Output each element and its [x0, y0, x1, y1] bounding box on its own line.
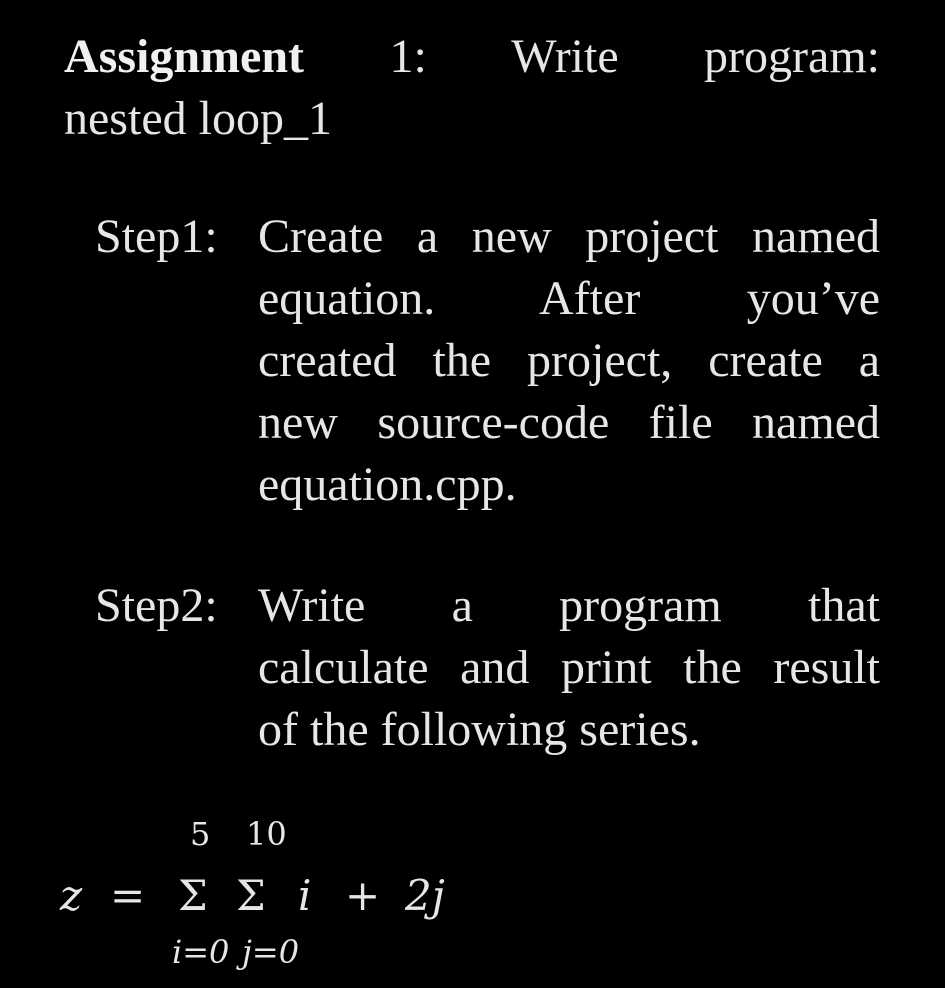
step-1-label: Step1: [95, 210, 218, 263]
step-2-label: Step2: [95, 579, 218, 632]
term-i: i [298, 871, 312, 920]
outer-upper-limit: 5 [190, 815, 211, 853]
inner-upper-limit: 10 [246, 815, 287, 853]
inner-lower-limit: j=0 [242, 933, 300, 971]
title-line-2: nested loop_1 [64, 92, 332, 145]
step-1-line: equation.cpp. [258, 458, 517, 511]
step-2-line: calculate and print the result [258, 641, 880, 694]
step-1-text [258, 206, 880, 516]
assignment-title [64, 26, 880, 150]
step-1-line: new source-code file named [258, 396, 880, 449]
title-line-1 [64, 30, 880, 83]
step-2 [95, 575, 885, 775]
title-rest: 1: Write program: [389, 30, 880, 83]
series-formula [60, 815, 510, 985]
step-1-line: created the project, create a [258, 334, 880, 387]
formula-equals: = [110, 871, 146, 920]
term-2j: 2j [405, 871, 445, 920]
step-1-line: Create a new project named [258, 210, 880, 263]
step-2-text [258, 575, 880, 761]
title-bold-word: Assignment [64, 30, 305, 83]
formula-plus: + [345, 871, 381, 920]
step-1 [95, 206, 885, 526]
outer-sum-symbol: Σ [178, 871, 208, 920]
step-2-line: of the following series. [258, 703, 701, 756]
step-2-line: Write a program that [258, 579, 880, 632]
formula-lhs: z [60, 871, 83, 920]
inner-sum-symbol: Σ [236, 871, 266, 920]
step-1-line: equation. After you’ve [258, 272, 880, 325]
outer-lower-limit: i=0 [172, 933, 230, 971]
